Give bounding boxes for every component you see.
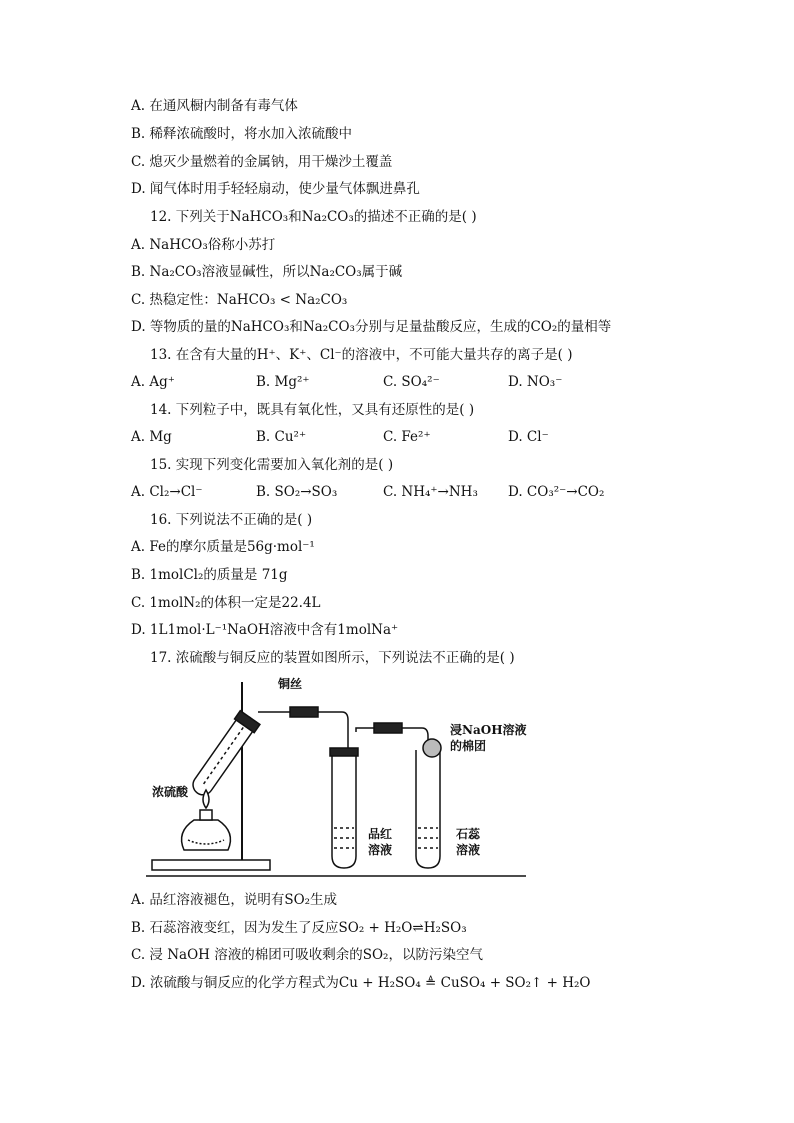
q13-option-d: D. NO₃⁻ bbox=[508, 374, 563, 390]
cotton-ball bbox=[423, 739, 441, 757]
q11-option-b: B. 稀释浓硫酸时，将水加入浓硫酸中 bbox=[131, 126, 353, 142]
q15-option-a: A. Cl₂→Cl⁻ bbox=[131, 484, 203, 500]
q14-stem: 14. 下列粒子中，既具有氧化性，又具有还原性的是( ) bbox=[150, 402, 475, 418]
tube-2a bbox=[356, 728, 374, 732]
label-cotton-2: 的棉团 bbox=[450, 739, 487, 753]
q14-option-d: D. Cl⁻ bbox=[508, 429, 549, 445]
q16-stem: 16. 下列说法不正确的是( ) bbox=[150, 512, 313, 528]
apparatus-diagram bbox=[146, 672, 530, 880]
reaction-tube bbox=[187, 711, 259, 800]
q15-option-b: B. SO₂→SO₃ bbox=[256, 484, 338, 500]
q16-option-a: A. Fe的摩尔质量是56g·mol⁻¹ bbox=[131, 539, 315, 555]
q11-option-a: A. 在通风橱内制备有毒气体 bbox=[131, 98, 298, 114]
label-litmus-2: 溶液 bbox=[456, 843, 481, 857]
label-cotton-1: 浸NaOH溶液 bbox=[450, 723, 527, 737]
label-pinred-1: 品红 bbox=[368, 827, 393, 841]
q13-option-c: C. SO₄²⁻ bbox=[383, 374, 440, 390]
q16-option-b: B. 1molCl₂的质量是 71g bbox=[131, 567, 288, 583]
q11-option-d: D. 闻气体时用手轻轻扇动，使少量气体飘进鼻孔 bbox=[131, 181, 420, 197]
label-pinred-2: 溶液 bbox=[368, 843, 393, 857]
test-tube-litmus bbox=[416, 750, 440, 868]
q16-option-d: D. 1L1mol·L⁻¹NaOH溶液中含有1molNa⁺ bbox=[131, 622, 399, 638]
label-copper-wire: 铜丝 bbox=[278, 677, 303, 691]
q14-option-a: A. Mg bbox=[131, 429, 172, 445]
q14-option-b: B. Cu²⁺ bbox=[256, 429, 307, 445]
label-conc-acid: 浓硫酸 bbox=[152, 785, 189, 799]
q16-option-c: C. 1molN₂的体积一定是22.4L bbox=[131, 595, 321, 611]
flame bbox=[203, 790, 209, 808]
alcohol-lamp bbox=[182, 820, 231, 850]
q12-option-a: A. NaHCO₃俗称小苏打 bbox=[131, 237, 276, 253]
connector-2 bbox=[374, 723, 402, 733]
q17-option-b: B. 石蕊溶液变红，因为发生了反应SO₂ + H₂O⇌H₂SO₃ bbox=[131, 920, 467, 936]
q13-stem: 13. 在含有大量的H⁺、K⁺、Cl⁻的溶液中，不可能大量共存的离子是( ) bbox=[150, 347, 573, 363]
test-tube-pinred bbox=[332, 750, 356, 868]
q12-stem: 12. 下列关于NaHCO₃和Na₂CO₃的描述不正确的是( ) bbox=[150, 209, 477, 225]
q17-option-d: D. 浓硫酸与铜反应的化学方程式为Cu + H₂SO₄ ≜ CuSO₄ + SO₂↑ + H₂O bbox=[131, 975, 591, 991]
label-litmus-1: 石蕊 bbox=[456, 827, 481, 841]
q13-option-b: B. Mg²⁺ bbox=[256, 374, 310, 390]
q13-option-a: A. Ag⁺ bbox=[131, 374, 175, 390]
connector-1 bbox=[290, 707, 318, 717]
q12-option-b: B. Na₂CO₃溶液显碱性，所以Na₂CO₃属于碱 bbox=[131, 264, 403, 280]
stand-base bbox=[152, 860, 270, 870]
q12-option-c: C. 热稳定性：NaHCO₃ < Na₂CO₃ bbox=[131, 292, 348, 308]
q15-stem: 15. 实现下列变化需要加入氧化剂的是( ) bbox=[150, 457, 394, 473]
q17-option-a: A. 品红溶液褪色，说明有SO₂生成 bbox=[131, 892, 338, 908]
q17-option-c: C. 浸 NaOH 溶液的棉团可吸收剩余的SO₂，以防污染空气 bbox=[131, 947, 483, 963]
q15-option-c: C. NH₄⁺→NH₃ bbox=[383, 484, 478, 500]
q11-option-c: C. 熄灭少量燃着的金属钠，用干燥沙土覆盖 bbox=[131, 154, 393, 170]
q14-option-c: C. Fe²⁺ bbox=[383, 429, 431, 445]
q12-option-d: D. 等物质的量的NaHCO₃和Na₂CO₃分别与足量盐酸反应，生成的CO₂的量相等 bbox=[131, 319, 612, 335]
q17-stem: 17. 浓硫酸与铜反应的装置如图所示，下列说法不正确的是( ) bbox=[150, 650, 515, 666]
q15-option-d: D. CO₃²⁻→CO₂ bbox=[508, 484, 605, 500]
